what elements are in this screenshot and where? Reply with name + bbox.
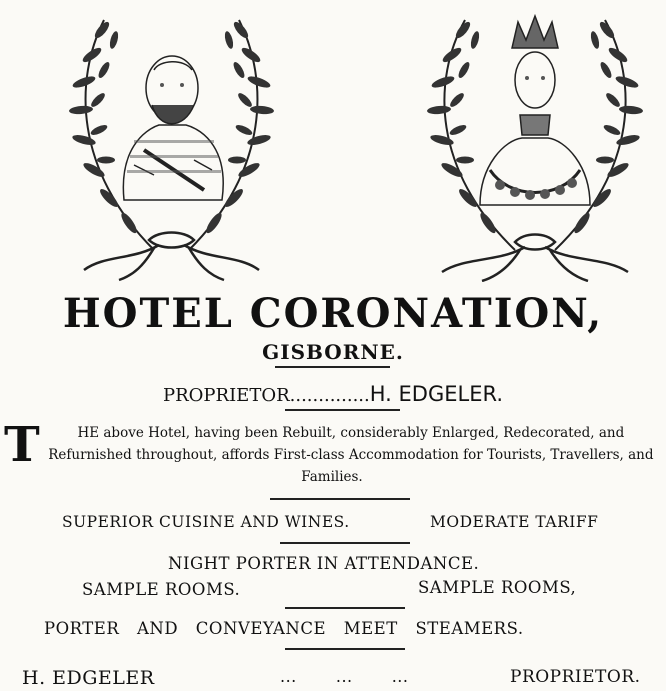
hotel-location: GISBORNE. xyxy=(262,340,404,364)
proprietor-leader-dots: .............. xyxy=(289,385,370,406)
proprietor-label: PROPRIETOR xyxy=(162,385,290,406)
drop-cap-initial: T xyxy=(4,417,40,473)
proprietor-name: H. EDGELER. xyxy=(369,382,503,406)
footer-proprietor-title: PROPRIETOR. xyxy=(510,667,641,687)
queen-portrait-engraving xyxy=(420,0,650,282)
description-text: HE above Hotel, having been Rebuilt, considerably Enlarged, Redecorated, and Refurnished throughout, affords First-class Accommodation for Tourists, Travellers, and Families. xyxy=(48,425,654,485)
hotel-description xyxy=(4,417,660,488)
sample-rooms-right: SAMPLE ROOMS, xyxy=(418,578,577,597)
hotel-name-heading: HOTEL CORONATION, xyxy=(62,290,604,337)
footer-leader-dots: ... ... ... xyxy=(280,667,409,686)
divider-under-proprietor xyxy=(285,409,400,411)
cuisine-feature: SUPERIOR CUISINE AND WINES. xyxy=(62,513,350,531)
proprietor-line xyxy=(0,382,666,406)
tariff-feature: MODERATE TARIFF xyxy=(430,513,599,531)
footer-proprietor-name: H. EDGELER xyxy=(22,667,155,689)
divider-under-sample-rooms xyxy=(285,607,405,609)
king-portrait-engraving xyxy=(64,0,279,282)
divider-under-cuisine xyxy=(280,542,410,544)
night-porter-feature: NIGHT PORTER IN ATTENDANCE. xyxy=(168,554,480,573)
divider-under-porter xyxy=(285,648,405,650)
divider-under-location xyxy=(275,366,390,368)
porter-conveyance-feature: PORTER AND CONVEYANCE MEET STEAMERS. xyxy=(44,619,524,638)
sample-rooms-left: SAMPLE ROOMS. xyxy=(82,580,241,599)
divider-under-description xyxy=(270,498,410,500)
